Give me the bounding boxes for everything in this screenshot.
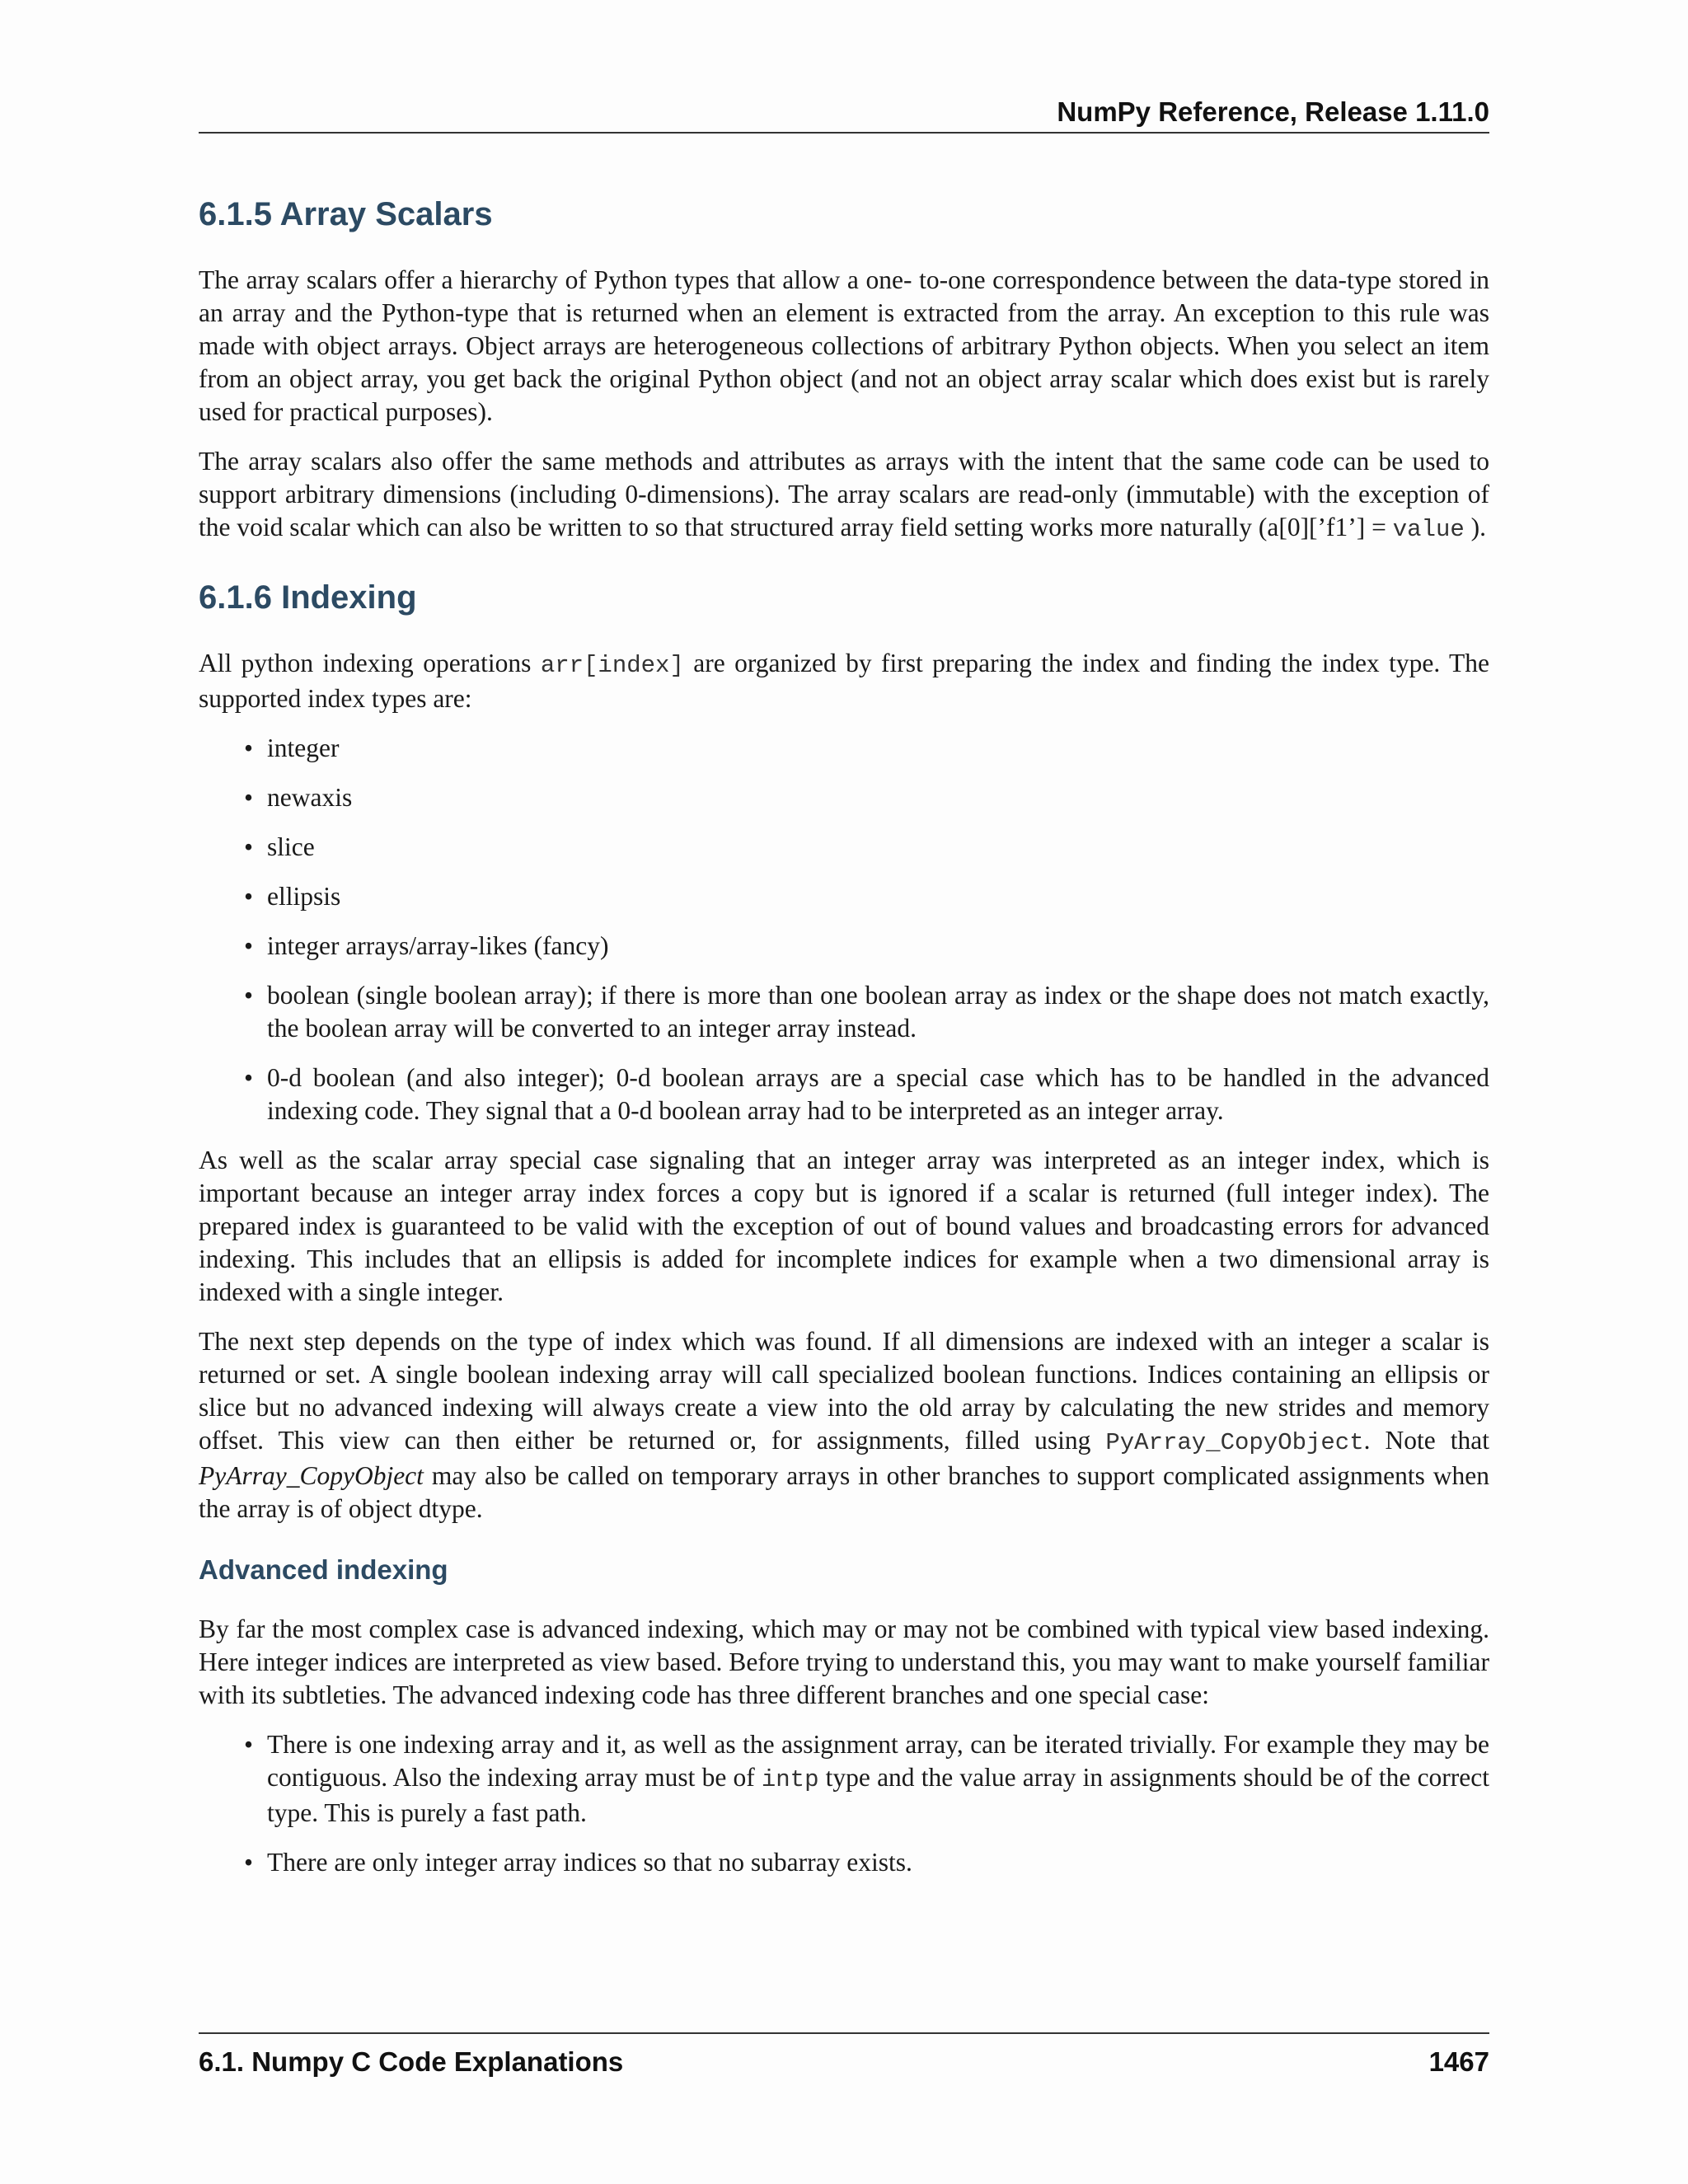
footer-section-title: 6.1. Numpy C Code Explanations (199, 2046, 624, 2077)
paragraph-text: may also be called on temporary arrays in other branches to support complicated assignments when the array is of object dtype. (199, 1461, 1489, 1523)
list-item: • integer arrays/array-likes (fancy) (267, 930, 1489, 963)
paragraph-text: ). (1464, 513, 1487, 541)
paragraph-indexing-intro (199, 647, 1489, 715)
paragraph-text: The array scalars also offer the same methods and attributes as arrays with the intent that the same code can be used to support arbitrary dimensions (including 0-dimensions). The array scalars are read-only (immutable) with the exception of the void scalar which can also be written to so that structured array field setting works more naturally (a[0][’f1’] = (199, 447, 1489, 541)
list-item: • ellipsis (267, 880, 1489, 913)
index-types-list (199, 732, 1489, 1127)
paragraph-text: The next step depends on the type of index which was found. If all dimensions are indexed with an integer a scalar is returned or set. A single boolean indexing array will call specialized boolean functions. Indices containing an ellipsis or slice but no advanced indexing will always create a view into the old array by calculating the new strides and memory offset. This view can then either be returned or, for assignments, filled using (199, 1327, 1489, 1455)
paragraph-text: . Note that (1363, 1426, 1489, 1455)
list-item (267, 1728, 1489, 1830)
paragraph-next-step (199, 1325, 1489, 1526)
section-heading-array-scalars: 6.1.5 Array Scalars (199, 196, 493, 232)
paragraph-text: All python indexing operations (199, 649, 541, 677)
running-header: NumPy Reference, Release 1.11.0 (199, 92, 1489, 134)
page-footer (199, 2032, 1489, 2082)
section-heading-indexing: 6.1.6 Indexing (199, 579, 417, 616)
inline-code: value (1392, 516, 1465, 543)
page-content (199, 188, 1489, 1896)
list-item-text: type and the value array in assignments should be of the correct type. This is purely a fast path. (267, 1763, 1489, 1827)
emphasis-text: PyArray_CopyObject (199, 1461, 424, 1490)
paragraph-array-scalars-1: The array scalars offer a hierarchy of Python types that allow a one- to-one correspondence between the data-type stored in an array and the Python-type that is returned when an element is extracted from the array. An exception to this rule was made with object arrays. Object arrays are heterogeneous collections of arbitrary Python objects. When you select an item from an object array, you get back the original Python object (and not an object array scalar which does exist but is rarely used for practical purposes). (199, 265, 1489, 426)
inline-code: arr[index] (540, 652, 684, 679)
list-item: • 0-d boolean (and also integer); 0-d boolean arrays are a special case which has to be handled in the advanced indexing code. They signal that a 0-d boolean array had to be interpreted as an integer array. (267, 1062, 1489, 1127)
list-item: • newaxis (267, 781, 1489, 814)
advanced-branches-list (199, 1728, 1489, 1879)
paragraph-text: are organized by first preparing the index and finding the index type. The supported index types are: (199, 649, 1489, 713)
list-item: • integer (267, 732, 1489, 765)
subsection-heading-advanced-indexing: Advanced indexing (199, 1554, 448, 1585)
list-item-text: There is one indexing array and it, as well as the assignment array, can be iterated trivially. For example they may be contiguous. Also the indexing array must be of (267, 1730, 1489, 1792)
paragraph-scalar-case: As well as the scalar array special case signaling that an integer array was interpreted as an integer index, which is important because an integer array index forces a copy but is ignored if a scalar is returned (full integer index). The prepared index is guaranteed to be valid with the exception of out of bound values and broadcasting errors for advanced indexing. This includes that an ellipsis is added for incomplete indices for example when a two dimensional array is indexed with a single integer. (199, 1146, 1489, 1306)
paragraph-advanced-indexing: By far the most complex case is advanced indexing, which may or may not be combined with typical view based indexing. Here integer indices are interpreted as view based. Before trying to understand this, you may want to make yourself familiar with its subtleties. The advanced indexing code has three different branches and one special case: (199, 1615, 1489, 1709)
inline-code: intp (761, 1766, 819, 1793)
list-item: • There are only integer array indices so that no subarray exists. (267, 1846, 1489, 1879)
page-number: 1467 (1428, 2046, 1489, 2077)
paragraph-array-scalars-2 (199, 445, 1489, 546)
list-item: • boolean (single boolean array); if there is more than one boolean array as index or the shape does not match exactly, the boolean array will be converted to an integer array instead. (267, 979, 1489, 1045)
list-item: • slice (267, 831, 1489, 864)
inline-code: PyArray_CopyObject (1105, 1429, 1364, 1456)
